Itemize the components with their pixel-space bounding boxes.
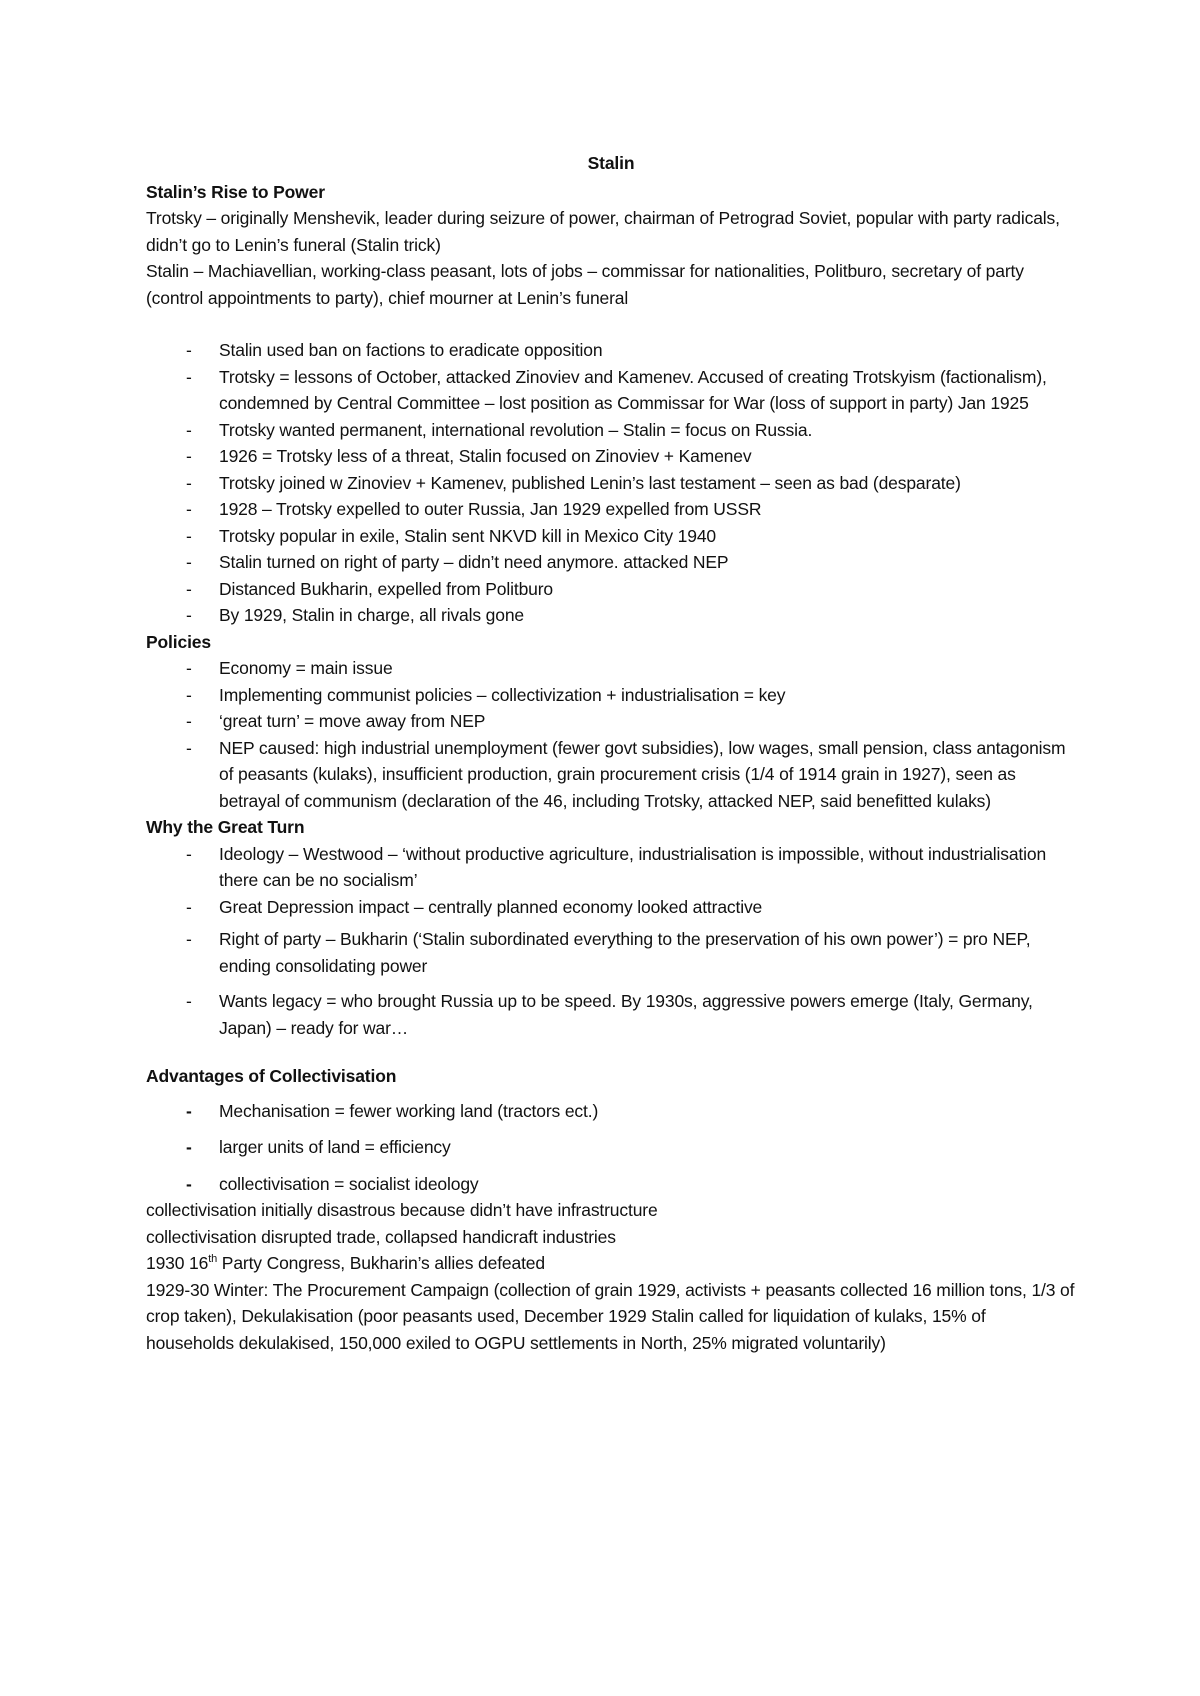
dash-bullet: - — [186, 605, 192, 625]
list-item: - By 1929, Stalin in charge, all rivals gone — [146, 602, 1076, 629]
dash-bullet: - — [186, 525, 192, 546]
heading-why-great-turn: Why the Great Turn — [146, 817, 305, 837]
policies-bullet-list — [146, 655, 1076, 814]
list-item: - Implementing communist policies – collectivization + industrialisation = key — [146, 682, 1076, 709]
heading-policies: Policies — [146, 631, 211, 652]
line-disrupted-trade: collectivisation disrupted trade, collapsed handicraft industries — [146, 1226, 616, 1247]
document-page — [146, 150, 1076, 1356]
list-item: - Economy = main issue — [146, 655, 1076, 682]
list-item: - Trotsky = lessons of October, attacked Zinoviev and Kamenev. Accused of creating Trotskyism (factionalism), condemned by Central Committee – lost position as Commissar for War (loss of support in party) Jan 1925 — [146, 364, 1076, 417]
list-item: - Trotsky wanted permanent, international revolution – Stalin = focus on Russia. — [146, 417, 1076, 444]
why-bullet-list — [146, 841, 1076, 921]
list-item: - ‘great turn’ = move away from NEP — [146, 708, 1076, 735]
advantages-bullet-list — [146, 1098, 1076, 1198]
rise-bullet-list — [146, 337, 1076, 629]
line-party-congress: 1930 16th Party Congress, Bukharin’s allies defeated — [146, 1253, 545, 1273]
line-initially-disastrous: collectivisation initially disastrous because didn’t have infrastructure — [146, 1200, 658, 1220]
heading-advantages: Advantages of Collectivisation — [146, 1066, 397, 1086]
dash-bullet: - — [186, 896, 192, 917]
blank-line — [146, 311, 1076, 337]
dash-bullet: - — [186, 472, 192, 493]
list-item: - collectivisation = socialist ideology — [146, 1171, 1076, 1198]
dash-bullet: - — [186, 991, 192, 1011]
list-item: - Trotsky popular in exile, Stalin sent NKVD kill in Mexico City 1940 — [146, 523, 1076, 550]
dash-bullet: - — [186, 843, 192, 864]
list-item: - Mechanisation = fewer working land (tractors ect.) — [146, 1098, 1076, 1125]
dash-bullet: - — [186, 658, 192, 678]
dash-bullet: - — [186, 929, 192, 949]
dash-bullet: - — [186, 1137, 192, 1157]
list-item: - Wants legacy = who brought Russia up to be speed. By 1930s, aggressive powers emerge (Italy, Germany, Japan) – ready for war… — [146, 988, 1076, 1041]
dash-bullet: - — [186, 1173, 192, 1194]
dash-bullet: - — [186, 499, 192, 519]
paragraph-trotsky: Trotsky – originally Menshevik, leader during seizure of power, chairman of Petrograd Soviet, popular with party radicals, didn’t go to Lenin’s funeral (Stalin trick) — [146, 208, 1060, 255]
list-item: - Great Depression impact – centrally planned economy looked attractive — [146, 894, 1076, 921]
dash-bullet: - — [186, 684, 192, 705]
dash-bullet: - — [186, 737, 192, 758]
list-item: - 1928 – Trotsky expelled to outer Russia, Jan 1929 expelled from USSR — [146, 496, 1076, 523]
blank-line — [146, 1041, 1076, 1063]
heading-rise-to-power: Stalin’s Rise to Power — [146, 181, 325, 202]
dash-bullet: - — [186, 1100, 192, 1121]
dash-bullet: - — [186, 366, 192, 387]
list-item: - Right of party – Bukharin (‘Stalin subordinated everything to the preservation of his own power’) = pro NEP, ending consolidating power — [146, 926, 1076, 979]
list-item: - 1926 = Trotsky less of a threat, Stalin focused on Zinoviev + Kamenev — [146, 443, 1076, 470]
dash-bullet: - — [186, 552, 192, 572]
list-item: - Trotsky joined w Zinoviev + Kamenev, published Lenin’s last testament – seen as bad (desparate) — [146, 470, 1076, 497]
dash-bullet: - — [186, 419, 192, 440]
list-item: - NEP caused: high industrial unemployment (fewer govt subsidies), low wages, small pension, class antagonism of peasants (kulaks), insufficient production, grain procurement crisis (1/4 of 1914 grain in 1927), seen as betrayal of communism (declaration of the 46, including Trotsky, attacked NEP, said benefitted kulaks) — [146, 735, 1076, 815]
list-item: - larger units of land = efficiency — [146, 1134, 1076, 1161]
dash-bullet: - — [186, 578, 192, 599]
list-item: - Ideology – Westwood – ‘without productive agriculture, industrialisation is impossible, without industrialisation there can be no socialism’ — [146, 841, 1076, 894]
paragraph-procurement-campaign: 1929-30 Winter: The Procurement Campaign (collection of grain 1929, activists + peasants collected 16 million tons, 1/3 of crop taken), Dekulakisation (poor peasants used, December 1929 Stalin called for liquidation of kulaks, 15% of households dekulakised, 150,000 exiled to OGPU settlements in North, 25% migrated voluntarily) — [146, 1279, 1075, 1353]
why-bullet-list-spaced — [146, 926, 1076, 1041]
list-item: - Stalin turned on right of party – didn’t need anymore. attacked NEP — [146, 549, 1076, 576]
paragraph-stalin: Stalin – Machiavellian, working-class peasant, lots of jobs – commissar for nationalities, Politburo, secretary of party (control appointments to party), chief mourner at Lenin’s funeral — [146, 261, 1024, 308]
dash-bullet: - — [186, 711, 192, 731]
document-title: Stalin — [587, 153, 635, 173]
dash-bullet: - — [186, 446, 192, 466]
dash-bullet: - — [186, 340, 192, 360]
list-item: - Distanced Bukharin, expelled from Politburo — [146, 576, 1076, 603]
list-item: - Stalin used ban on factions to eradicate opposition — [146, 337, 1076, 364]
